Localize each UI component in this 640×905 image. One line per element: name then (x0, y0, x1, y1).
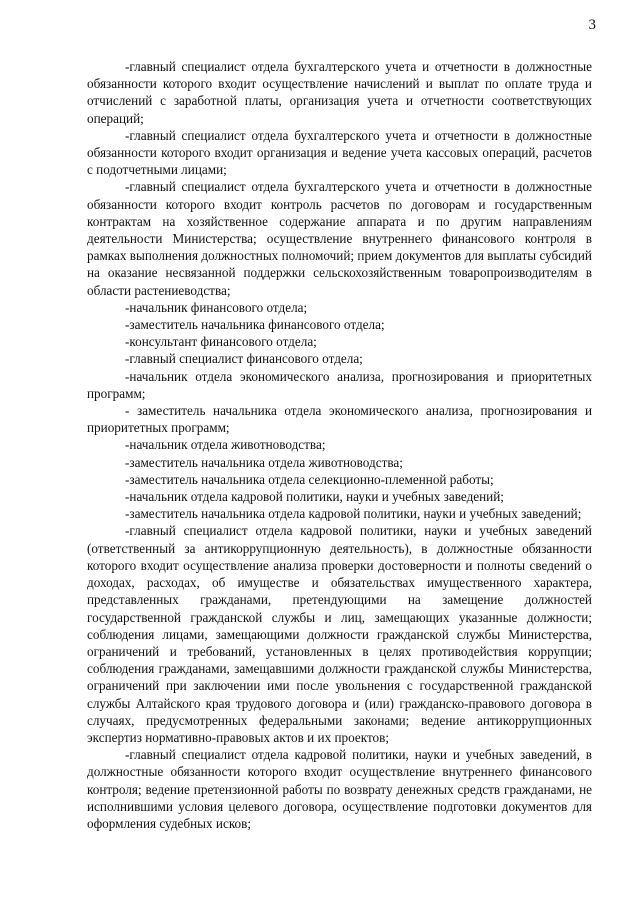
list-item: -заместитель начальника отдела селекционно-племенной работы; (125, 471, 494, 487)
list-item: -заместитель начальника отдела животноводства; (125, 454, 403, 470)
paragraph: -главный специалист отдела бухгалтерского учета и отчетности в должностные обязанности которого входит осуществление начислений и выплат по оплате труда и отчислений с заработной платы, организация учета и отчетности соответствующих операций; (87, 59, 592, 126)
paragraph: -главный специалист отдела кадровой политики, науки и учебных заведений (ответственный за антикоррупционную деятельность), в должностные обязанности которого входит осуществление анализа проверки достоверности и полноты сведений о доходах, расходах, об имуществе и обязательствах имущественного характера, представленных гражданами, претендующими на замещение должностей государственной гражданской службы и лиц, замещающих указанные должности; соблюдения лицами, замещающими должности гражданской службы Министерства, ограничений и требований, установленных в целях противодействия коррупции; соблюдения гражданами, замещавшими должности гражданской службы Министерства, ограничений при заключении ими после увольнения с государственной гражданской службы Алтайского края трудового договора и (или) гражданско-правового договора в случаях, предусмотренных федеральными законами; ведение антикоррупционных экспертиз нормативно-правовых актов и их проектов; (87, 523, 592, 745)
list-item: -начальник отдела экономического анализа, прогнозирования и приоритетных программ; (87, 368, 592, 401)
document-body (87, 58, 592, 832)
list-item: -начальник отдела животноводства; (125, 437, 326, 453)
paragraph: -главный специалист отдела кадровой политики, науки и учебных заведений, в должностные обязанности которого входит осуществление внутреннего финансового контроля; ведение претензионной работы по возврату денежных средств гражданами, не исполнившими условия целевого договора, осуществление подготовки документов для оформления судебных исков; (87, 747, 592, 831)
list-item: -главный специалист финансового отдела; (125, 351, 363, 367)
list-item: -консультант финансового отдела; (125, 334, 317, 350)
list-item: -начальник финансового отдела; (125, 299, 308, 315)
paragraph: -главный специалист отдела бухгалтерского учета и отчетности в должностные обязанности которого входит организация и ведение учета кассовых операций, расчетов с подотчетными лицами; (87, 127, 592, 178)
list-item: -заместитель начальника отдела кадровой политики, науки и учебных заведений; (125, 506, 582, 522)
page-number: 3 (588, 17, 596, 33)
list-item: -заместитель начальника финансового отдела; (125, 317, 385, 333)
paragraph: -главный специалист отдела бухгалтерского учета и отчетности в должностные обязанности которого входит контроль расчетов по договорам и государственным контрактам на хозяйственное содержание аппарата и по другим направлениям деятельности Министерства; осуществление внутреннего финансового контроля в рамках выполнения должностных полномочий; прием документов для выплаты субсидий на оказание несвязанной поддержки сельскохозяйственным товаропроизводителям в области растениеводства; (87, 179, 592, 298)
list-item: -начальник отдела кадровой политики, науки и учебных заведений; (125, 489, 504, 505)
list-item: - заместитель начальника отдела экономического анализа, прогнозирования и приоритетных программ; (87, 403, 592, 436)
